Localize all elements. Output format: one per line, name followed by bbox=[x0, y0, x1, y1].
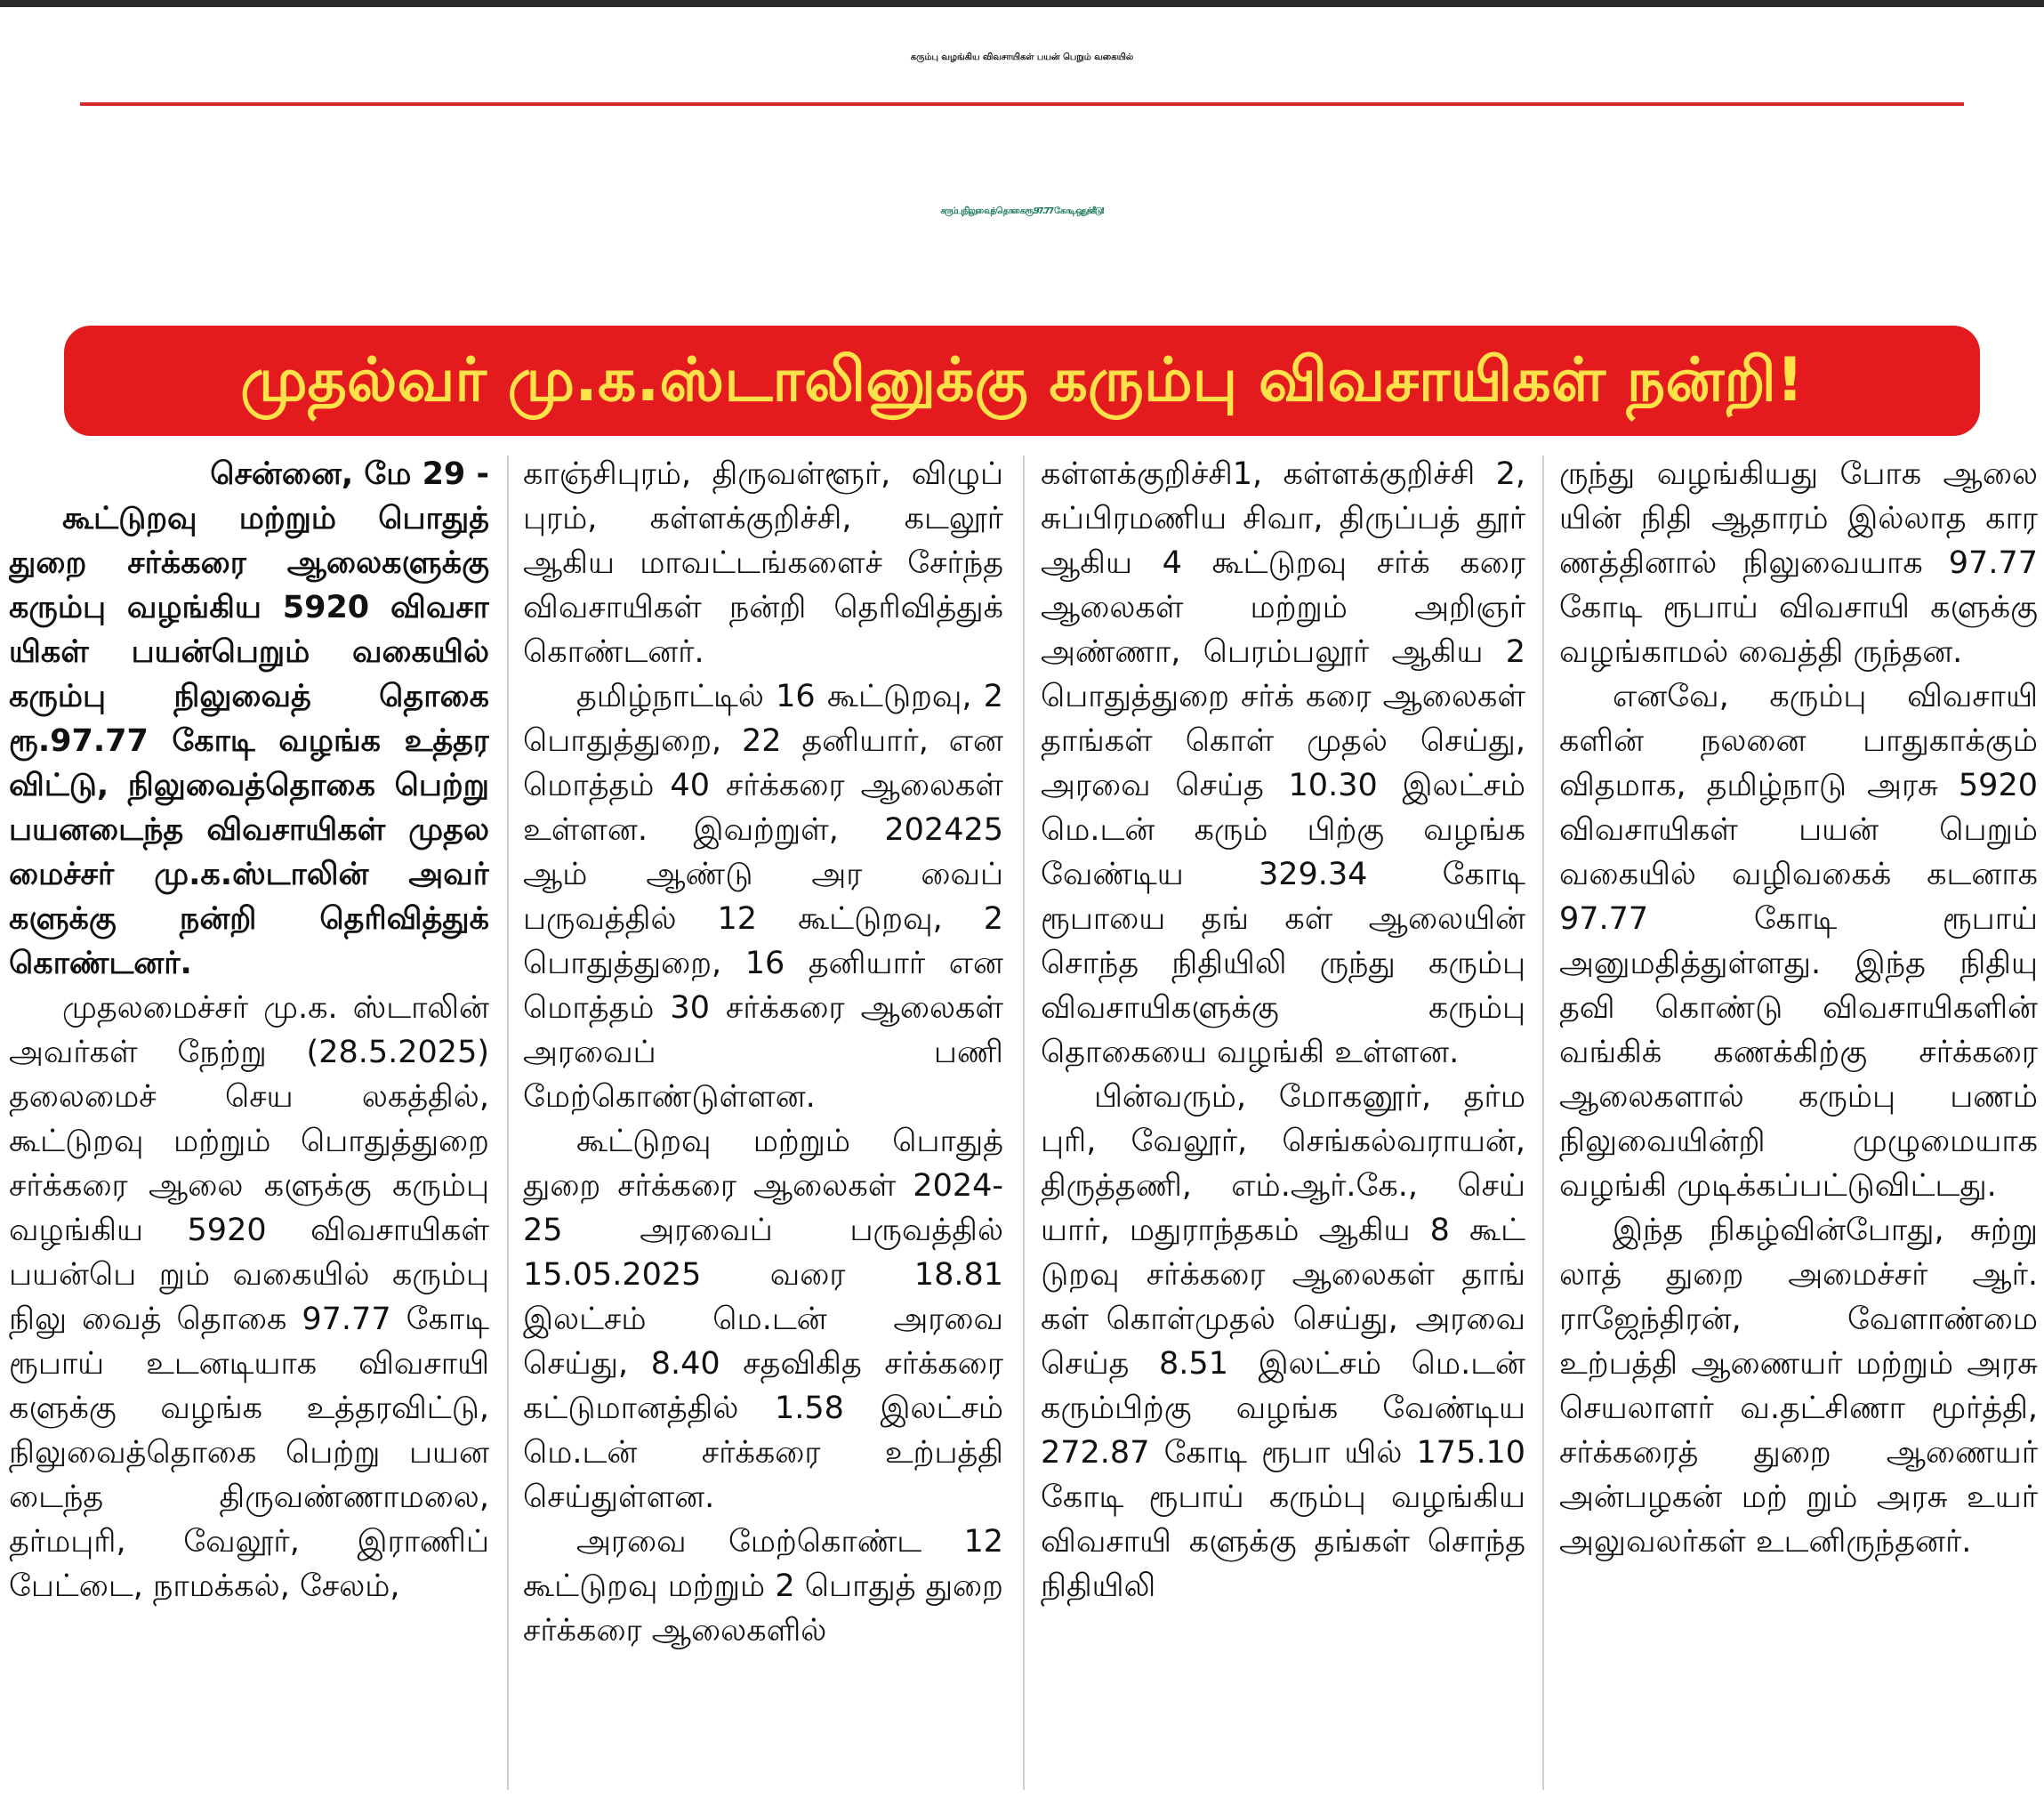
body-paragraph: கள்ளக்குறிச்சி1, கள்ளக்குறிச்சி 2, சுப்பிரமணிய சிவா, திருப்பத் தூர் ஆகிய 4 கூட்டுறவு சர்க் கரை ஆலைகள் மற்றும் அறிஞர் அண்ணா, பெரம்பலூர் ஆகிய 2 பொதுத்துறை சர்க் கரை ஆலைகள் தாங்கள் கொள் முதல் செய்து, அரவை செய்த 10.30 இலட்சம் மெ.டன் கரும் பிற்கு வழங்க வேண்டிய 329.34 கோடி ரூபாயை தங் கள் ஆலையின் சொந்த நிதியிலி ருந்து கரும்பு விவசாயிகளுக்கு கரும்பு தொகையை வழங்கி உள்ளன. bbox=[1041, 456, 1525, 1070]
column-separator bbox=[1023, 456, 1025, 1790]
article-column-4 bbox=[1559, 452, 2038, 1795]
lead-paragraph: கூட்டுறவு மற்றும் பொதுத் துறை சர்க்கரை ஆலைகளுக்கு கரும்பு வழங்கிய 5920 விவசா யிகள் பயன்பெறும் வகையில் கரும்பு நிலுவைத் தொகை ரூ.97.77 கோடி வழங்க உத்தர விட்டு, நிலுவைத்தொகை பெற்று பயனடைந்த விவசாயிகள் முதல மைச்சர் மு.க.ஸ்டாலின் அவர் களுக்கு நன்றி தெரிவித்துக் கொண்டனர். bbox=[9, 501, 489, 981]
dateline: சென்னை, மே 29 - bbox=[210, 456, 489, 492]
body-paragraph: தமிழ்நாட்டில் 16 கூட்டுறவு, 2 பொதுத்துறை, 22 தனியார், என மொத்தம் 40 சர்க்கரை ஆலைகள் உள்ளன. இவற்றுள், 202425 ஆம் ஆண்டு அர வைப் பருவத்தில் 12 கூட்டுறவு, 2 பொதுத்துறை, 16 தனியார் என மொத்தம் 30 சர்க்கரை ஆலைகள் அரவைப் பணி மேற்கொண்டுள்ளன. bbox=[523, 679, 1003, 1115]
body-paragraph: எனவே, கரும்பு விவசாயி களின் நலனை பாதுகாக்கும் விதமாக, தமிழ்நாடு அரசு 5920 விவசாயிகள் பயன் பெறும் வகையில் வழிவகைக் கடனாக 97.77 கோடி ரூபாய் அனுமதித்துள்ளது. இந்த நிதியு தவி கொண்டு விவசாயிகளின் வங்கிக் கணக்கிற்கு சர்க்கரை ஆலைகளால் கரும்பு பணம் நிலுவையின்றி முழுமையாக வழங்கி முடிக்கப்பட்டுவிட்டது. bbox=[1559, 679, 2038, 1204]
body-paragraph: காஞ்சிபுரம், திருவள்ளூர், விழுப் புரம், கள்ளக்குறிச்சி, கடலூர் ஆகிய மாவட்டங்களைச் சேர்ந்த விவசாயிகள் நன்றி தெரிவித்துக் கொண்டனர். bbox=[523, 456, 1003, 670]
column-separator bbox=[1542, 456, 1544, 1790]
body-paragraph: இந்த நிகழ்வின்போது, சுற்று லாத் துறை அமைச்சர் ஆர். ராஜேந்திரன், வேளாண்மை உற்பத்தி ஆணையர் மற்றும் அரசு செயலாளர் வ.தட்சிணா மூர்த்தி, சர்க்கரைத் துறை ஆணையர் அன்பழகன் மற் றும் அரசு உயர் அலுவலர்கள் உடனிருந்தனர். bbox=[1559, 1213, 2038, 1560]
body-paragraph: ருந்து வழங்கியது போக ஆலை யின் நிதி ஆதாரம் இல்லாத கார ணத்தினால் நிலுவையாக 97.77 கோடி ரூபாய் விவசாயி களுக்கு வழங்காமல் வைத்தி ருந்தன. bbox=[1559, 456, 2038, 670]
column-separator bbox=[507, 456, 509, 1790]
main-headline: கரும்பு நிலுவைத் தொகை ரூ.97.77 கோடி ஒதுக்கீடு! bbox=[940, 206, 1104, 216]
body-paragraph: அரவை மேற்கொண்ட 12 கூட்டுறவு மற்றும் 2 பொதுத் துறை சர்க்கரை ஆலைகளில் bbox=[523, 1524, 1003, 1649]
banner-strip bbox=[64, 326, 1980, 436]
body-paragraph: பின்வரும், மோகனூர், தர்ம புரி, வேலூர், செங்கல்வராயன், திருத்தணி, எம்.ஆர்.கே., செய் யார், மதுராந்தகம் ஆகிய 8 கூட் டுறவு சர்க்கரை ஆலைகள் தாங் கள் கொள்முதல் செய்து, அரவை செய்த 8.51 இலட்சம் மெ.டன் கரும்பிற்கு வழங்க வேண்டிய 272.87 கோடி ரூபா யில் 175.10 கோடி ரூபாய் கரும்பு வழங்கிய விவசாயி களுக்கு தங்கள் சொந்த நிதியிலி bbox=[1041, 1079, 1525, 1604]
body-paragraph: கூட்டுறவு மற்றும் பொதுத் துறை சர்க்கரை ஆலைகள் 2024-25 அரவைப் பருவத்தில் 15.05.2025 வரை 18.81 இலட்சம் மெ.டன் அரவை செய்து, 8.40 சதவிகித சர்க்கரை கட்டுமானத்தில் 1.58 இலட்சம் மெ.டன் சர்க்கரை உற்பத்தி செய்துள்ளன. bbox=[523, 1124, 1003, 1515]
kicker-headline: கரும்பு வழங்கிய விவசாயிகள் பயன் பெறும் வகையில் bbox=[910, 52, 1134, 62]
kicker-underline-rule bbox=[80, 102, 1964, 106]
article-column-2 bbox=[523, 452, 1003, 1795]
top-border-line bbox=[0, 0, 2044, 7]
banner-text: முதல்வர் மு.க.ஸ்டாலினுக்கு கரும்பு விவசாயிகள் நன்றி! bbox=[240, 345, 1804, 415]
body-paragraph: முதலமைச்சர் மு.க. ஸ்டாலின் அவர்கள் நேற்று (28.5.2025) தலைமைச் செய லகத்தில், கூட்டுறவு மற்றும் பொதுத்துறை சர்க்கரை ஆலை களுக்கு கரும்பு வழங்கிய 5920 விவசாயிகள் பயன்பெ றும் வகையில் கரும்பு நிலு வைத் தொகை 97.77 கோடி ரூபாய் உடனடியாக விவசாயி களுக்கு வழங்க உத்தரவிட்டு, நிலுவைத்தொகை பெற்று பயன டைந்த திருவண்ணாமலை, தர்மபுரி, வேலூர், இராணிப் பேட்டை, நாமக்கல், சேலம், bbox=[9, 990, 489, 1604]
article-column-3 bbox=[1041, 452, 1525, 1795]
article-column-1 bbox=[9, 452, 489, 1795]
